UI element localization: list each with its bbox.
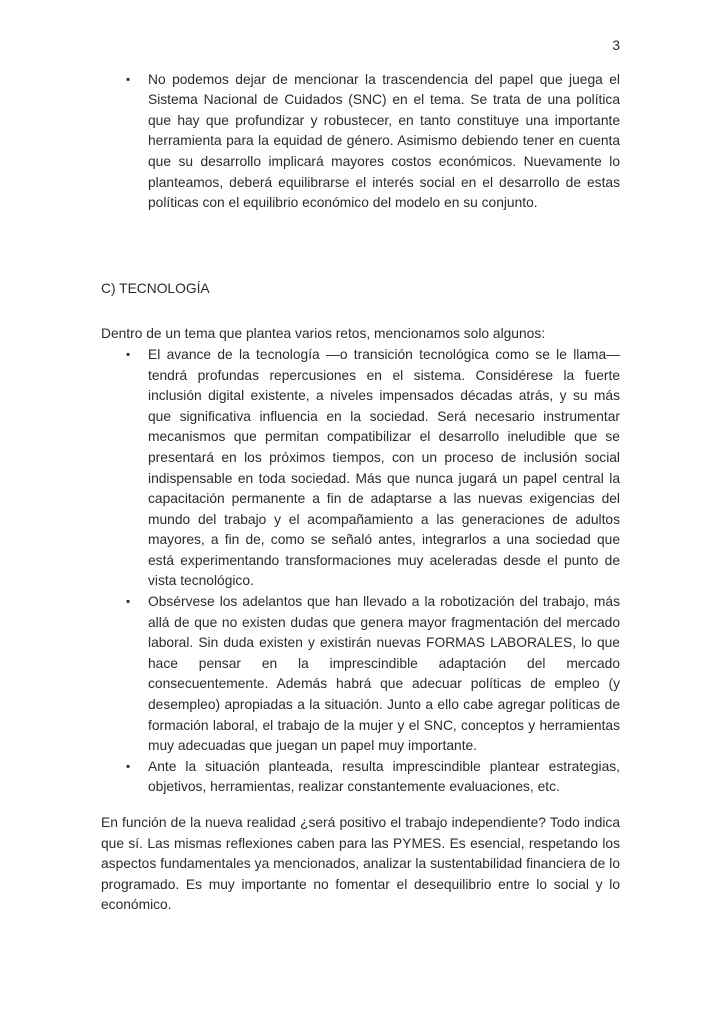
- bullet-text-avance-tecnologia: El avance de la tecnología —o transición tecnológica como se le llama—tendrá profundas repercusiones en el sistema. Considérese la fuerte inclusión digital existente, a niveles impensados décadas atrás, y su más que significativa influencia en la sociedad. Será necesario instrumentar mecanismos que permitan compatibilizar el desarrollo ineludible que se presentará en los próximos tiempos, con un proceso de inclusión social indispensable en toda sociedad. Más que nunca jugará un papel central la capacitación permanente a fin de adaptarse a las nuevas exigencias del mundo del trabajo y el acompañamiento a las generaciones de adultos mayores, a fin de, como se señaló antes, integrarlos a una sociedad que está experimentando transformaciones muy aceleradas desde el punto de vista tecnológico.: [148, 346, 620, 589]
- bullet-text-snc: No podemos dejar de mencionar la trascendencia del papel que juega el Sistema Nacional de Cuidados (SNC) en el tema. Se trata de una política que hay que profundizar y robustecer, en tanto constituye una importante herramienta para la equidad de género. Asimismo debiendo tener en cuenta que su desarrollo implicará mayores costos económicos. Nuevamente lo planteamos, deberá equilibrarse el interés social en el desarrollo de estas políticas con el equilibrio económico del modelo en su conjunto.: [148, 71, 620, 211]
- section-heading-tecnologia: C) TECNOLOGÍA: [101, 280, 210, 296]
- bullet-square-icon: ▪: [126, 596, 131, 609]
- page-number: 3: [612, 38, 620, 53]
- closing-paragraph: En función de la nueva realidad ¿será positivo el trabajo independiente? Todo indica que sí. Las mismas reflexiones caben para las PYMES. Es esencial, respetando los aspectos fundamentales ya mencionados, analizar la sustentabilidad financiera de lo programado. Es muy importante no fomentar el desequilibrio entre lo social y lo económico.: [101, 815, 620, 913]
- bullet-square-icon: ▪: [126, 73, 131, 86]
- list-item: [101, 757, 620, 798]
- bullet-text-robotizacion: Obsérvese los adelantos que han llevado a la robotización del trabajo, más allá de que no existen dudas que genera mayor fragmentación del mercado laboral. Sin duda existen y existirán nuevas FORMAS LABORALES, lo que hace pensar en la imprescindible adaptación del mercado consecuentemente. Además habrá que adecuar políticas de empleo (y desempleo) apropiadas a la situación. Junto a ello cabe agregar políticas de formación laboral, el trabajo de la mujer y el SNC, conceptos y herramientas muy adecuadas que juegan un papel muy importante.: [148, 594, 620, 754]
- list-item: [101, 592, 620, 757]
- list-item: [101, 345, 620, 592]
- tecnologia-bullet-list: [101, 345, 620, 798]
- bullet-square-icon: ▪: [126, 348, 131, 361]
- list-item: [101, 70, 620, 214]
- bullet-text-estrategias: Ante la situación planteada, resulta imprescindible plantear estrategias, objetivos, herramientas, realizar constantemente evaluaciones, etc.: [148, 758, 620, 795]
- section-intro: Dentro de un tema que plantea varios retos, mencionamos solo algunos:: [101, 326, 546, 342]
- snc-bullet-list: [101, 70, 620, 214]
- bullet-square-icon: ▪: [126, 760, 131, 773]
